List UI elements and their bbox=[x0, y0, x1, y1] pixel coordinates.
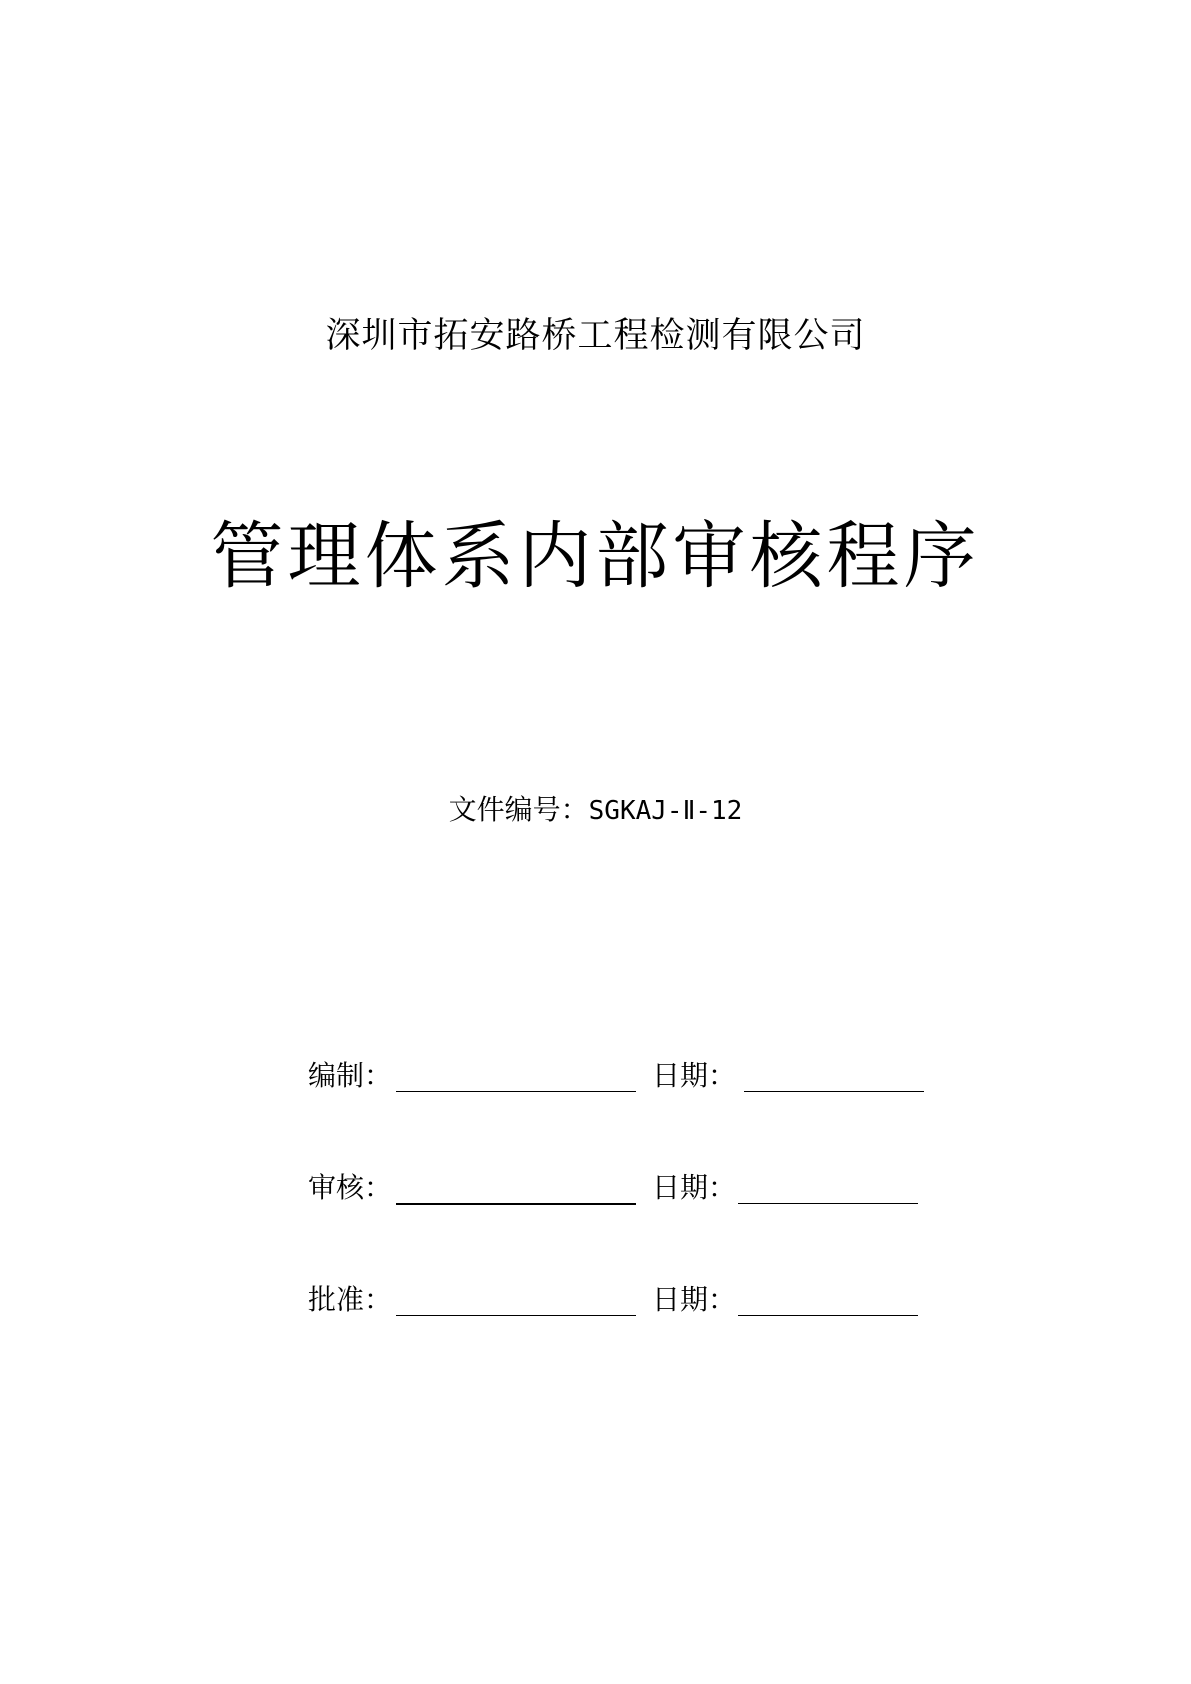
prepared-date-label: 日期： bbox=[652, 1059, 737, 1092]
approved-date-line bbox=[738, 1315, 918, 1316]
approved-by-signature-line bbox=[396, 1315, 636, 1316]
reviewed-date-label: 日期： bbox=[652, 1171, 737, 1204]
signature-row-prepared bbox=[0, 1056, 1191, 1100]
signature-row-reviewed bbox=[0, 1168, 1191, 1212]
prepared-by-signature-line bbox=[396, 1091, 636, 1092]
document-number-label: 文件编号： bbox=[448, 793, 589, 826]
signature-row-approved bbox=[0, 1280, 1191, 1324]
approved-date-label: 日期： bbox=[652, 1283, 737, 1316]
reviewed-by-label: 审核： bbox=[308, 1171, 393, 1204]
company-name: 深圳市拓安路桥工程检测有限公司 bbox=[325, 316, 866, 356]
document-number-code: SGKAJ-Ⅱ-12 bbox=[588, 796, 743, 826]
prepared-by-label: 编制： bbox=[308, 1059, 393, 1092]
reviewed-date-line bbox=[738, 1203, 918, 1204]
prepared-date-line bbox=[744, 1091, 924, 1092]
document-title: 管理体系内部审核程序 bbox=[210, 514, 981, 599]
approved-by-label: 批准： bbox=[308, 1283, 393, 1316]
reviewed-by-signature-line bbox=[396, 1203, 636, 1205]
document-number bbox=[0, 790, 1191, 831]
